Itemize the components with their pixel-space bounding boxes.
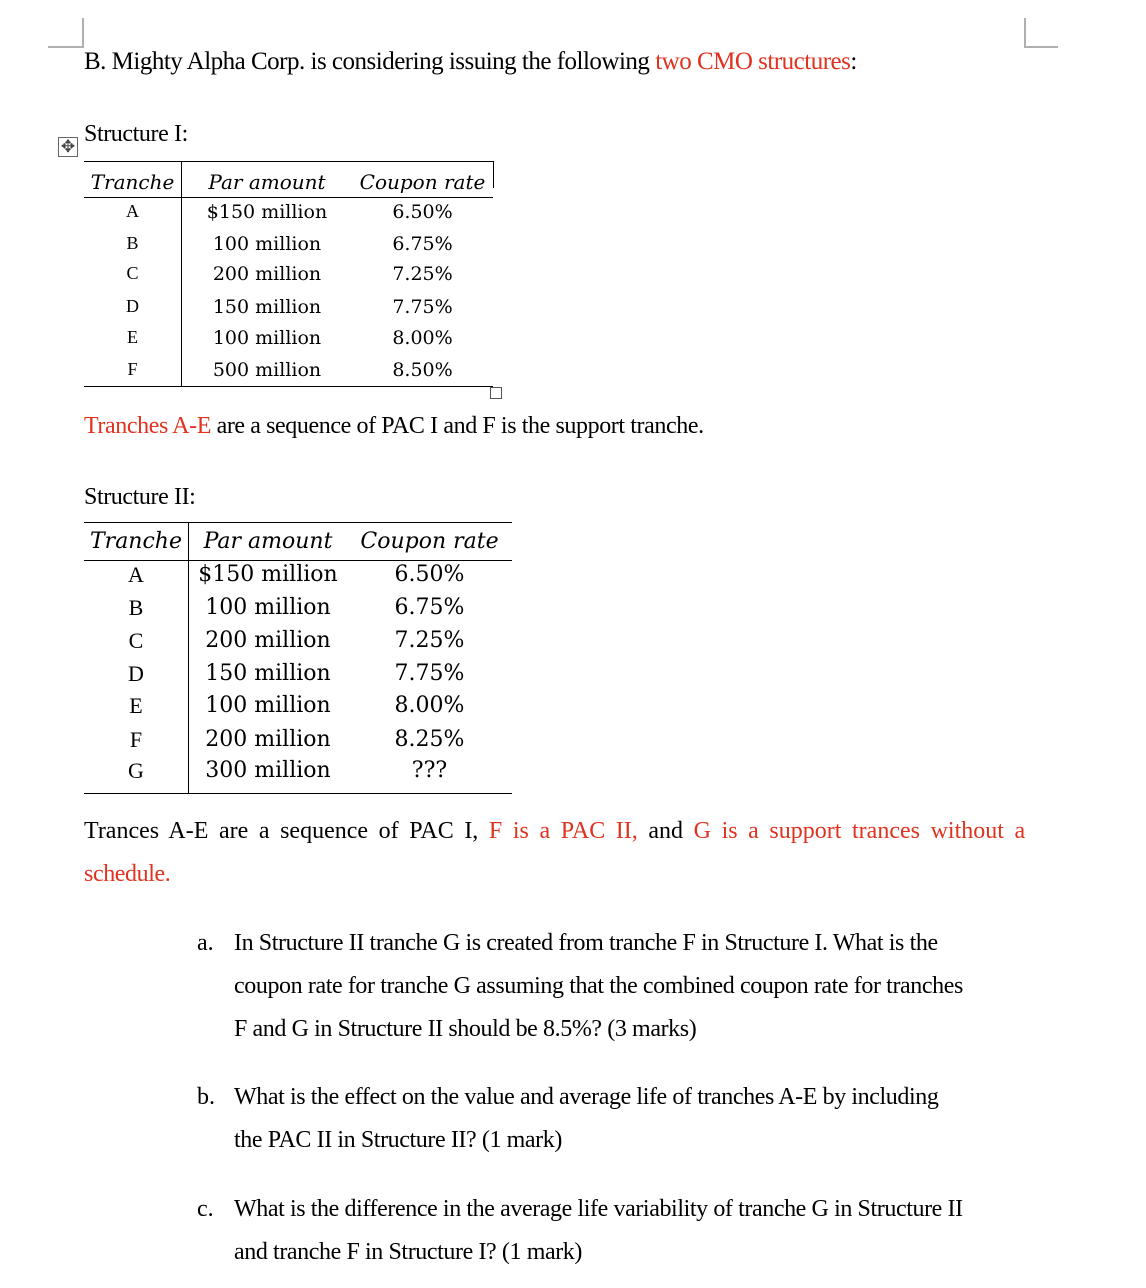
note-word: PAC <box>560 818 606 844</box>
header-tranche: Tranche <box>90 170 175 194</box>
cell-coupon-rate: 8.25% <box>394 727 465 752</box>
question-letter: b. <box>197 1084 215 1110</box>
cell-par-amount: 100 million <box>212 233 322 255</box>
structure-1-label: Structure I: <box>84 121 188 147</box>
note-word: I, <box>464 818 479 844</box>
cell-par-amount: 200 million <box>212 263 322 285</box>
table-resize-handle-icon[interactable] <box>490 387 502 399</box>
cell-tranche: D <box>126 295 139 316</box>
cell-par-amount: 200 million <box>205 727 331 752</box>
cell-coupon-rate: 6.50% <box>394 562 465 587</box>
cell-coupon-rate: 6.75% <box>394 594 465 620</box>
note-word: II, <box>615 818 638 844</box>
note-word: is <box>721 818 738 844</box>
cell-par-amount: $150 million <box>206 201 328 223</box>
table-edge-mark <box>493 161 494 188</box>
cell-coupon-rate: 7.25% <box>394 628 465 653</box>
question-line: F and G in Structure II should be 8.5%? (3 marks) <box>234 1016 697 1042</box>
cell-coupon-rate: 8.50% <box>392 358 453 381</box>
structure-2-note-line2: schedule. <box>84 861 171 887</box>
cell-par-amount: 100 million <box>212 327 322 349</box>
cell-coupon-rate: 7.75% <box>394 661 465 686</box>
cell-coupon-rate: 6.75% <box>392 233 453 255</box>
header-tranche: Tranche <box>90 529 182 554</box>
cell-tranche: C <box>126 263 139 283</box>
cell-tranche: F <box>129 727 143 752</box>
cell-par-amount: 100 million <box>205 693 331 718</box>
table-move-handle-icon[interactable]: ✥ <box>58 137 78 157</box>
cell-tranche: E <box>129 693 143 718</box>
intro-text: B. Mighty Alpha Corp. is considering issuing the following <box>84 48 656 75</box>
question-letter: a. <box>197 930 214 956</box>
note-word: support <box>769 818 842 844</box>
note-word: and <box>648 818 684 844</box>
cell-par-amount: 200 million <box>205 628 331 653</box>
header-coupon-rate: Coupon rate <box>359 170 486 194</box>
note-word: without <box>930 818 1004 844</box>
note-word: a <box>1014 818 1026 844</box>
cell-par-amount: 300 million <box>205 758 331 784</box>
cell-tranche: B <box>126 233 139 253</box>
note-word: is <box>512 818 529 844</box>
cell-par-amount: 100 million <box>205 594 331 620</box>
header-par-amount: Par amount <box>203 529 333 554</box>
cell-tranche: E <box>127 327 138 347</box>
cell-coupon-rate: 6.50% <box>392 201 453 223</box>
cell-coupon-rate: 8.00% <box>392 327 453 349</box>
note-word: F <box>488 818 503 844</box>
cell-tranche: B <box>128 594 144 620</box>
question-line: In Structure II tranche G is created from tranche F in Structure I. What is the <box>234 930 938 956</box>
cell-coupon-rate: ??? <box>411 758 448 784</box>
question-line: coupon rate for tranche G assuming that the combined coupon rate for tranches <box>234 973 963 999</box>
header-par-amount: Par amount <box>208 170 326 194</box>
note-word: a <box>258 818 270 844</box>
note-word: PAC <box>409 818 454 844</box>
note-word: G <box>693 818 711 844</box>
structure-1-note <box>84 413 704 440</box>
cell-par-amount: 500 million <box>212 358 322 381</box>
note-word: are <box>218 818 249 844</box>
structure-1-note-text: are a sequence of PAC I and F is the support tranche. <box>210 413 704 439</box>
intro-suffix: : <box>850 48 857 75</box>
cell-tranche: D <box>128 661 144 686</box>
question-letter: c. <box>197 1196 214 1222</box>
note-word: A-E <box>168 818 209 844</box>
cell-tranche: A <box>126 201 139 221</box>
note-word: a <box>539 818 551 844</box>
note-word: of <box>378 818 399 844</box>
question-line: the PAC II in Structure II? (1 mark) <box>234 1127 562 1153</box>
cell-tranche: A <box>128 562 144 587</box>
note-word: Trances <box>84 818 160 844</box>
page-corner-mark-top-left <box>48 18 84 48</box>
question-line: and tranche F in Structure I? (1 mark) <box>234 1239 582 1265</box>
cell-tranche: G <box>128 758 144 784</box>
cell-tranche: F <box>127 358 138 379</box>
intro-highlight: two CMO structures <box>655 48 851 75</box>
cell-par-amount: 150 million <box>212 295 322 318</box>
cell-coupon-rate: 7.25% <box>392 263 453 285</box>
cell-par-amount: $150 million <box>198 562 338 587</box>
question-line: What is the effect on the value and average life of tranches A-E by including <box>234 1084 939 1110</box>
cell-par-amount: 150 million <box>205 661 331 686</box>
structure-2-note <box>84 818 1025 845</box>
page-corner-mark-top-right <box>1024 18 1058 48</box>
cell-coupon-rate: 8.00% <box>394 693 465 718</box>
note-word: trances <box>852 818 920 844</box>
header-coupon-rate: Coupon rate <box>360 529 499 554</box>
question-line: What is the difference in the average life variability of tranche G in Structure II <box>234 1196 963 1222</box>
intro-paragraph <box>84 48 857 76</box>
cell-tranche: C <box>128 628 144 653</box>
cell-coupon-rate: 7.75% <box>392 295 453 318</box>
note-word: sequence <box>280 818 369 844</box>
structure-1-note-highlight: Tranches A-E <box>84 413 211 439</box>
note-word: a <box>748 818 759 844</box>
structure-2-label: Structure II: <box>84 484 196 510</box>
